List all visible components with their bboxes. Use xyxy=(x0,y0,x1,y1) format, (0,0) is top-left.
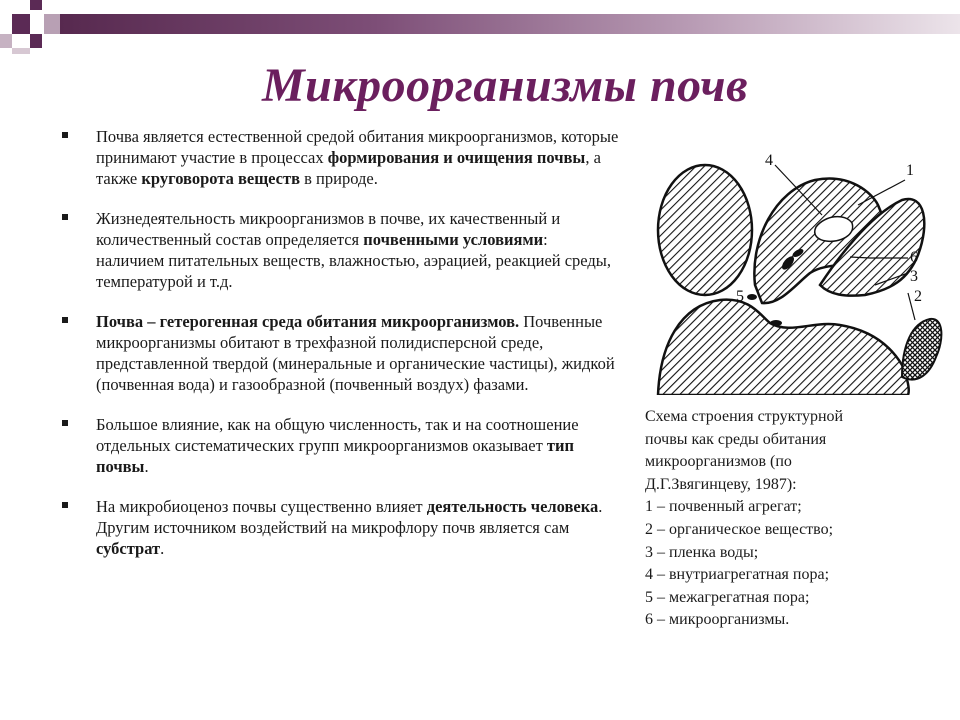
caption-line: 4 – внутриагрегатная пора; xyxy=(645,566,830,584)
bullet-list xyxy=(60,126,620,578)
bullet-bold-text: тип почвы xyxy=(96,436,575,476)
bullet-text xyxy=(96,415,579,476)
caption-line: 1 – почвенный агрегат; xyxy=(645,498,802,516)
bullet-text-run: Большое влияние, как на общую численность, так и на соотношение отдельных систематических групп микроорганизмов оказывает xyxy=(96,415,579,455)
caption-line: 2 – органическое вещество; xyxy=(645,520,834,538)
diagram-caption xyxy=(645,406,945,632)
square-bullet-icon xyxy=(62,502,68,508)
bullet-bold-text: деятельность человека xyxy=(426,497,599,516)
caption-line: 6 – микроорганизмы. xyxy=(645,611,790,629)
square-bullet-icon xyxy=(62,132,68,138)
bullet-bold-text: круговорота веществ xyxy=(141,169,300,188)
diagram-label-2: 2 xyxy=(914,288,922,305)
bullet-text xyxy=(96,312,615,394)
bullet-item xyxy=(60,126,620,189)
bullet-text-run: . xyxy=(144,457,149,476)
caption-line: микроорганизмов (по xyxy=(645,453,792,471)
bullet-item xyxy=(60,208,620,292)
bullet-bold-text: субстрат xyxy=(96,539,161,558)
soil-aggregate-bottom xyxy=(658,300,909,395)
diagram-label-3: 3 xyxy=(910,268,918,285)
bullet-text-run: . Другим источником воздействий на микрофлору почв является сам xyxy=(96,497,603,537)
bullet-text-run: На микробиоценоз почвы существенно влияет xyxy=(96,497,427,516)
bullet-text-run: Жизнедеятельность микроорганизмов в почве, их качественный и количественный состав определяется xyxy=(96,209,561,249)
bullet-text-run: Почвенные микроорганизмы обитают в трехфазной полидисперсной среде, представленной твердой (минеральные и органические частицы), жидкой (почвенная вода) и газообразной (почвенный воздух) фазами. xyxy=(96,312,615,394)
caption-line: 3 – пленка воды; xyxy=(645,543,759,561)
bullet-item xyxy=(60,311,620,395)
organic-matter xyxy=(902,319,941,380)
diagram-label-5: 5 xyxy=(736,288,744,305)
bullet-bold-text: формирования и очищения почвы xyxy=(327,148,586,167)
bullet-text xyxy=(96,497,602,558)
microorganism-cluster xyxy=(747,294,757,300)
bullet-text-run: Почва является естественной средой обитания микроорганизмов, которые принимают участие в процессах xyxy=(96,127,619,167)
caption-line: почвы как среды обитания xyxy=(645,430,827,448)
diagram-label-1: 1 xyxy=(906,162,914,179)
bullet-text-run: . xyxy=(160,539,165,558)
square-bullet-icon xyxy=(62,214,68,220)
bullet-text xyxy=(96,209,611,291)
bullet-item xyxy=(60,496,620,559)
bullet-text-run: , а также xyxy=(96,148,601,188)
square-bullet-icon xyxy=(62,317,68,323)
bullet-text-run: в природе. xyxy=(300,169,378,188)
diagram-label-6: 6 xyxy=(910,249,918,266)
diagram-label-4: 4 xyxy=(765,152,773,169)
caption-line: Схема строения структурной xyxy=(645,408,844,425)
caption-line: 5 – межагрегатная пора; xyxy=(645,588,810,606)
header-gradient-bar xyxy=(60,14,960,34)
bullet-bold-text: почвенными условиями xyxy=(363,230,544,249)
bullet-text-run: : наличием питательных веществ, влажностью, аэрацией, реакцией среды, температурой и т.д. xyxy=(96,230,612,291)
soil-aggregate-left xyxy=(658,165,752,295)
bullet-text xyxy=(96,127,618,188)
soil-structure-diagram xyxy=(640,145,955,395)
bullet-item xyxy=(60,414,620,477)
square-bullet-icon xyxy=(62,420,68,426)
bullet-bold-text: Почва – гетерогенная среда обитания микроорганизмов. xyxy=(96,312,520,331)
microorganism-cluster xyxy=(770,320,782,326)
caption-line: Д.Г.Звягинцеву, 1987): xyxy=(645,475,797,493)
slide-title: Микроорганизмы почв xyxy=(261,59,749,112)
